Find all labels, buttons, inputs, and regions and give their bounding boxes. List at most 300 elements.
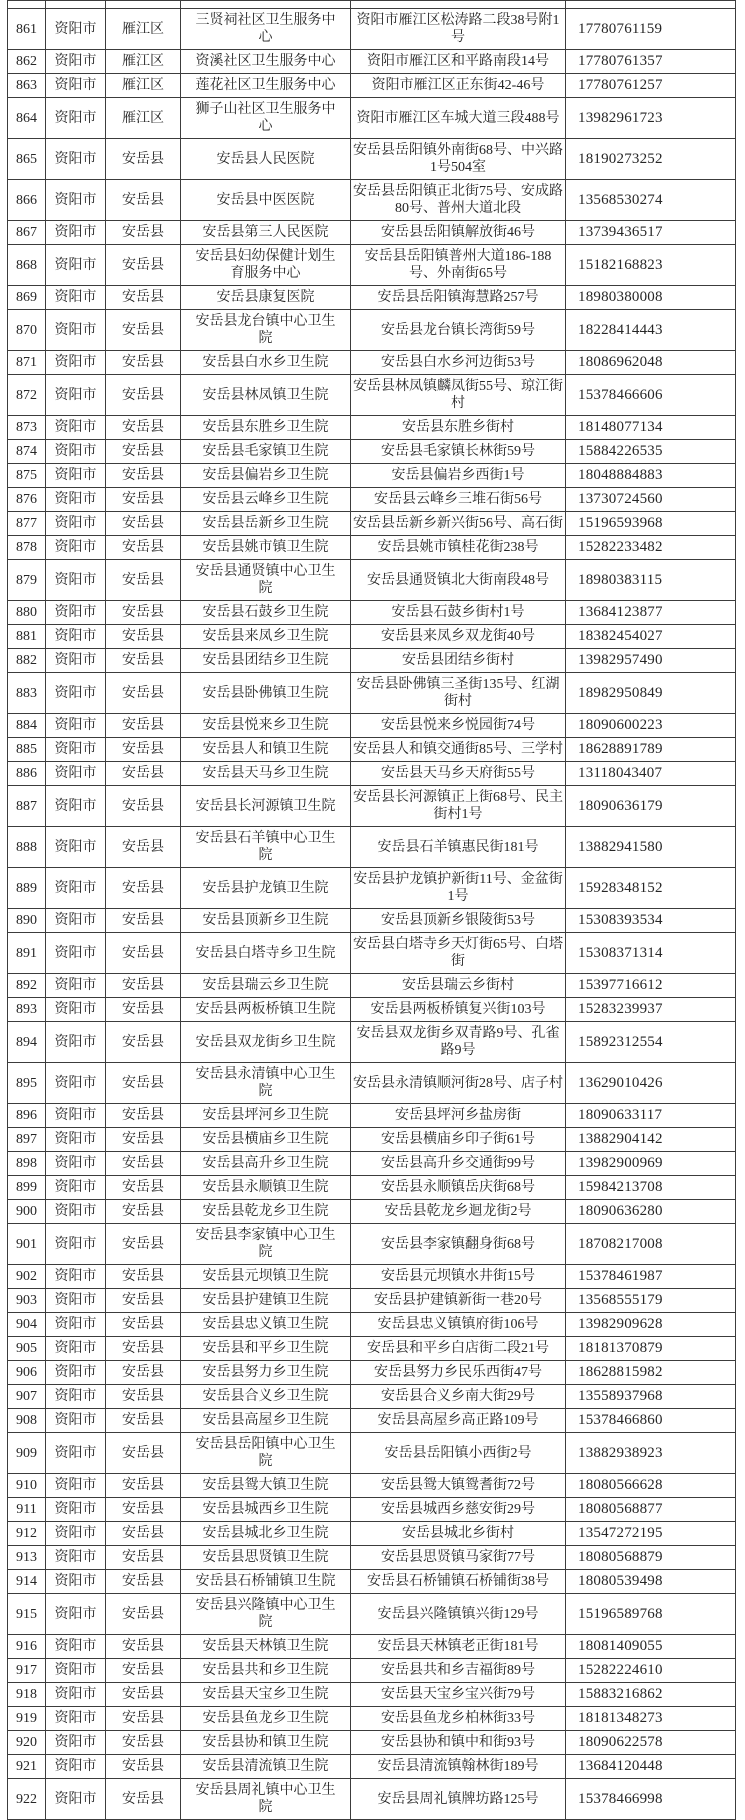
row-number-cell: 898 xyxy=(8,1152,46,1176)
facility-name-cell: 安岳县两板桥镇卫生院 xyxy=(181,998,351,1022)
row-number-cell: 882 xyxy=(8,649,46,673)
health-facility-table-body xyxy=(8,1,736,1820)
table-row xyxy=(8,1265,736,1289)
facility-name-cell: 安岳县永清镇中心卫生院 xyxy=(181,1063,351,1104)
facility-name-cell: 安岳县协和镇卫生院 xyxy=(181,1731,351,1755)
city-cell: 资阳市 xyxy=(46,310,106,351)
row-number-cell: 921 xyxy=(8,1755,46,1779)
table-row xyxy=(8,827,736,868)
district-cell: 安岳县 xyxy=(106,286,181,310)
facility-name-cell: 安岳县坪河乡卫生院 xyxy=(181,1104,351,1128)
address-cell: 安岳县岳阳镇解放街46号 xyxy=(351,221,566,245)
city-cell: 资阳市 xyxy=(46,180,106,221)
facility-name-cell: 安岳县思贤镇卫生院 xyxy=(181,1546,351,1570)
address-cell: 安岳县鱼龙乡柏林街33号 xyxy=(351,1707,566,1731)
city-cell: 资阳市 xyxy=(46,1635,106,1659)
address-cell: 安岳县白塔寺乡天灯街65号、白塔街 xyxy=(351,933,566,974)
district-cell: 安岳县 xyxy=(106,998,181,1022)
table-row xyxy=(8,1063,736,1104)
city-cell: 资阳市 xyxy=(46,1570,106,1594)
city-cell: 资阳市 xyxy=(46,286,106,310)
table-row xyxy=(8,1498,736,1522)
district-cell: 安岳县 xyxy=(106,1594,181,1635)
city-cell: 资阳市 xyxy=(46,9,106,50)
row-number-cell: 891 xyxy=(8,933,46,974)
table-row xyxy=(8,1659,736,1683)
table-row xyxy=(8,1361,736,1385)
district-cell: 安岳县 xyxy=(106,1313,181,1337)
city-cell: 资阳市 xyxy=(46,933,106,974)
table-row xyxy=(8,762,736,786)
phone-cell: 18090633117 xyxy=(566,1104,736,1128)
district-cell: 安岳县 xyxy=(106,1659,181,1683)
facility-name-cell: 三贤祠社区卫生服务中心 xyxy=(181,9,351,50)
row-number-cell: 866 xyxy=(8,180,46,221)
facility-name-cell: 安岳县龙台镇中心卫生院 xyxy=(181,310,351,351)
address-cell: 安岳县天宝乡宝兴街79号 xyxy=(351,1683,566,1707)
address-cell: 安岳县岳新乡新兴街56号、高石街 xyxy=(351,512,566,536)
city-cell: 资阳市 xyxy=(46,1104,106,1128)
table-row xyxy=(8,98,736,139)
phone-cell: 18090622578 xyxy=(566,1731,736,1755)
facility-name-cell: 安岳县护龙镇卫生院 xyxy=(181,868,351,909)
phone-cell: 15308371314 xyxy=(566,933,736,974)
address-cell: 安岳县双龙街乡双青路9号、孔雀路9号 xyxy=(351,1022,566,1063)
city-cell: 资阳市 xyxy=(46,974,106,998)
facility-name-cell: 安岳县姚市镇卫生院 xyxy=(181,536,351,560)
table-row xyxy=(8,375,736,416)
table-row xyxy=(8,9,736,50)
facility-name-cell: 安岳县双龙街乡卫生院 xyxy=(181,1022,351,1063)
address-cell: 安岳县协和镇中和街93号 xyxy=(351,1731,566,1755)
address-cell: 安岳县坪河乡盐房街 xyxy=(351,1104,566,1128)
table-row xyxy=(8,139,736,180)
phone-cell: 18081409055 xyxy=(566,1635,736,1659)
phone-cell: 15282233482 xyxy=(566,536,736,560)
row-number-cell: 900 xyxy=(8,1200,46,1224)
phone-cell: 18382454027 xyxy=(566,625,736,649)
city-cell: 资阳市 xyxy=(46,139,106,180)
table-row xyxy=(8,1152,736,1176)
city-cell: 资阳市 xyxy=(46,1200,106,1224)
address-cell: 安岳县云峰乡三堆石街56号 xyxy=(351,488,566,512)
city-cell: 资阳市 xyxy=(46,1498,106,1522)
city-cell: 资阳市 xyxy=(46,649,106,673)
facility-name-cell: 安岳县周礼镇中心卫生院 xyxy=(181,1779,351,1820)
address-cell: 资阳市雁江区和平路南段14号 xyxy=(351,50,566,74)
table-row xyxy=(8,1104,736,1128)
clipped-top-row xyxy=(8,1,736,9)
city-cell: 资阳市 xyxy=(46,1128,106,1152)
city-cell: 资阳市 xyxy=(46,827,106,868)
row-number-cell: 888 xyxy=(8,827,46,868)
row-number-cell: 883 xyxy=(8,673,46,714)
address-cell: 安岳县城北乡街村 xyxy=(351,1522,566,1546)
table-row xyxy=(8,1128,736,1152)
city-cell: 资阳市 xyxy=(46,98,106,139)
phone-cell: 18086962048 xyxy=(566,351,736,375)
row-number-cell: 897 xyxy=(8,1128,46,1152)
phone-cell: 18090600223 xyxy=(566,714,736,738)
table-row xyxy=(8,1433,736,1474)
table-row xyxy=(8,1522,736,1546)
row-number-cell: 896 xyxy=(8,1104,46,1128)
facility-name-cell: 安岳县元坝镇卫生院 xyxy=(181,1265,351,1289)
city-cell: 资阳市 xyxy=(46,488,106,512)
district-cell: 安岳县 xyxy=(106,1128,181,1152)
row-number-cell: 872 xyxy=(8,375,46,416)
district-cell: 安岳县 xyxy=(106,1289,181,1313)
table-row xyxy=(8,998,736,1022)
phone-cell: 13118043407 xyxy=(566,762,736,786)
facility-name-cell: 资溪社区卫生服务中心 xyxy=(181,50,351,74)
facility-name-cell: 莲花社区卫生服务中心 xyxy=(181,74,351,98)
city-cell: 资阳市 xyxy=(46,1546,106,1570)
address-cell: 安岳县东胜乡街村 xyxy=(351,416,566,440)
row-number-cell: 893 xyxy=(8,998,46,1022)
district-cell: 安岳县 xyxy=(106,738,181,762)
row-number-cell: 895 xyxy=(8,1063,46,1104)
district-cell: 雁江区 xyxy=(106,74,181,98)
table-row xyxy=(8,50,736,74)
phone-cell: 13982900969 xyxy=(566,1152,736,1176)
address-cell: 安岳县人和镇交通街85号、三学村 xyxy=(351,738,566,762)
address-cell: 安岳县悦来乡悦园街74号 xyxy=(351,714,566,738)
table-row xyxy=(8,1337,736,1361)
district-cell: 安岳县 xyxy=(106,310,181,351)
district-cell: 安岳县 xyxy=(106,1337,181,1361)
row-number-cell: 880 xyxy=(8,601,46,625)
facility-name-cell: 安岳县白塔寺乡卫生院 xyxy=(181,933,351,974)
address-cell: 安岳县周礼镇牌坊路125号 xyxy=(351,1779,566,1820)
address-cell: 安岳县李家镇翻身街68号 xyxy=(351,1224,566,1265)
district-cell: 安岳县 xyxy=(106,1265,181,1289)
phone-cell: 15378466998 xyxy=(566,1779,736,1820)
city-cell: 资阳市 xyxy=(46,868,106,909)
address-cell: 安岳县天马乡天府街55号 xyxy=(351,762,566,786)
district-cell: 安岳县 xyxy=(106,1731,181,1755)
facility-name-cell: 安岳县鱼龙乡卫生院 xyxy=(181,1707,351,1731)
address-cell: 安岳县顶新乡银陵街53号 xyxy=(351,909,566,933)
city-cell: 资阳市 xyxy=(46,1224,106,1265)
district-cell: 安岳县 xyxy=(106,762,181,786)
address-cell: 安岳县团结乡街村 xyxy=(351,649,566,673)
district-cell: 安岳县 xyxy=(106,714,181,738)
city-cell: 资阳市 xyxy=(46,464,106,488)
phone-cell: 15282224610 xyxy=(566,1659,736,1683)
row-number-cell: 881 xyxy=(8,625,46,649)
row-number-cell: 869 xyxy=(8,286,46,310)
table-row xyxy=(8,625,736,649)
phone-cell: 18181348273 xyxy=(566,1707,736,1731)
table-row xyxy=(8,1022,736,1063)
table-row xyxy=(8,738,736,762)
phone-cell: 15378466606 xyxy=(566,375,736,416)
facility-name-cell: 安岳县鸳大镇卫生院 xyxy=(181,1474,351,1498)
district-cell: 安岳县 xyxy=(106,560,181,601)
facility-name-cell: 安岳县共和乡卫生院 xyxy=(181,1659,351,1683)
phone-cell: 17780761257 xyxy=(566,74,736,98)
table-row xyxy=(8,464,736,488)
facility-name-cell: 安岳县第三人民医院 xyxy=(181,221,351,245)
district-cell: 安岳县 xyxy=(106,1522,181,1546)
facility-name-cell: 安岳县天林镇卫生院 xyxy=(181,1635,351,1659)
district-cell: 安岳县 xyxy=(106,180,181,221)
row-number-cell: 890 xyxy=(8,909,46,933)
row-number-cell: 892 xyxy=(8,974,46,998)
row-number-cell: 909 xyxy=(8,1433,46,1474)
phone-cell: 18982950849 xyxy=(566,673,736,714)
address-cell: 安岳县天林镇老正街181号 xyxy=(351,1635,566,1659)
phone-cell: 15308393534 xyxy=(566,909,736,933)
phone-cell: 13882938923 xyxy=(566,1433,736,1474)
row-number-cell: 878 xyxy=(8,536,46,560)
row-number-cell: 903 xyxy=(8,1289,46,1313)
phone-cell: 18080568877 xyxy=(566,1498,736,1522)
phone-cell: 13882941580 xyxy=(566,827,736,868)
facility-name-cell: 安岳县永顺镇卫生院 xyxy=(181,1176,351,1200)
row-number-cell: 875 xyxy=(8,464,46,488)
phone-cell: 15378461987 xyxy=(566,1265,736,1289)
phone-cell: 15196589768 xyxy=(566,1594,736,1635)
table-row xyxy=(8,488,736,512)
facility-name-cell: 安岳县白水乡卫生院 xyxy=(181,351,351,375)
row-number-cell: 906 xyxy=(8,1361,46,1385)
district-cell: 安岳县 xyxy=(106,1022,181,1063)
table-row xyxy=(8,673,736,714)
city-cell: 资阳市 xyxy=(46,1409,106,1433)
city-cell: 资阳市 xyxy=(46,909,106,933)
city-cell: 资阳市 xyxy=(46,1289,106,1313)
facility-name-cell: 安岳县乾龙乡卫生院 xyxy=(181,1200,351,1224)
address-cell: 资阳市雁江区正东街42-46号 xyxy=(351,74,566,98)
district-cell: 安岳县 xyxy=(106,1779,181,1820)
city-cell: 资阳市 xyxy=(46,1022,106,1063)
row-number-cell: 863 xyxy=(8,74,46,98)
district-cell: 安岳县 xyxy=(106,601,181,625)
phone-cell: 15378466860 xyxy=(566,1409,736,1433)
district-cell: 雁江区 xyxy=(106,98,181,139)
facility-name-cell: 安岳县高升乡卫生院 xyxy=(181,1152,351,1176)
row-number-cell: 904 xyxy=(8,1313,46,1337)
facility-name-cell: 安岳县毛家镇卫生院 xyxy=(181,440,351,464)
row-number-cell: 884 xyxy=(8,714,46,738)
address-cell: 安岳县永清镇顺河街28号、店子村 xyxy=(351,1063,566,1104)
city-cell: 资阳市 xyxy=(46,1731,106,1755)
facility-name-cell: 安岳县石桥铺镇卫生院 xyxy=(181,1570,351,1594)
address-cell: 安岳县和平乡白店街二段21号 xyxy=(351,1337,566,1361)
row-number-cell: 907 xyxy=(8,1385,46,1409)
row-number-cell: 871 xyxy=(8,351,46,375)
facility-name-cell: 安岳县石鼓乡卫生院 xyxy=(181,601,351,625)
phone-cell: 15883216862 xyxy=(566,1683,736,1707)
facility-name-cell: 安岳县天宝乡卫生院 xyxy=(181,1683,351,1707)
table-row xyxy=(8,868,736,909)
phone-cell: 15928348152 xyxy=(566,868,736,909)
district-cell: 安岳县 xyxy=(106,1063,181,1104)
phone-cell: 18708217008 xyxy=(566,1224,736,1265)
table-row xyxy=(8,351,736,375)
phone-cell: 18190273252 xyxy=(566,139,736,180)
facility-name-cell: 安岳县顶新乡卫生院 xyxy=(181,909,351,933)
address-cell: 安岳县高屋乡高正路109号 xyxy=(351,1409,566,1433)
address-cell: 安岳县岳阳镇外南街68号、中兴路1号504室 xyxy=(351,139,566,180)
address-cell: 安岳县石桥铺镇石桥铺街38号 xyxy=(351,1570,566,1594)
phone-cell: 13629010426 xyxy=(566,1063,736,1104)
facility-name-cell: 安岳县清流镇卫生院 xyxy=(181,1755,351,1779)
facility-name-cell: 安岳县长河源镇卫生院 xyxy=(181,786,351,827)
district-cell: 安岳县 xyxy=(106,1409,181,1433)
table-row xyxy=(8,974,736,998)
address-cell: 安岳县护建镇新街一巷20号 xyxy=(351,1289,566,1313)
table-row xyxy=(8,714,736,738)
phone-cell: 15397716612 xyxy=(566,974,736,998)
facility-name-cell: 安岳县天马乡卫生院 xyxy=(181,762,351,786)
table-row xyxy=(8,786,736,827)
district-cell: 安岳县 xyxy=(106,1635,181,1659)
table-row xyxy=(8,1779,736,1820)
address-cell: 安岳县姚市镇桂花街238号 xyxy=(351,536,566,560)
facility-name-cell: 安岳县城北乡卫生院 xyxy=(181,1522,351,1546)
city-cell: 资阳市 xyxy=(46,714,106,738)
table-row xyxy=(8,649,736,673)
table-row xyxy=(8,1707,736,1731)
district-cell: 安岳县 xyxy=(106,512,181,536)
phone-cell: 17780761159 xyxy=(566,9,736,50)
phone-cell: 15892312554 xyxy=(566,1022,736,1063)
city-cell: 资阳市 xyxy=(46,1433,106,1474)
row-number-cell: 917 xyxy=(8,1659,46,1683)
district-cell: 安岳县 xyxy=(106,1176,181,1200)
facility-name-cell: 安岳县合义乡卫生院 xyxy=(181,1385,351,1409)
table-row xyxy=(8,1731,736,1755)
facility-name-cell: 安岳县人民医院 xyxy=(181,139,351,180)
district-cell: 安岳县 xyxy=(106,1385,181,1409)
table-row xyxy=(8,560,736,601)
table-row xyxy=(8,1224,736,1265)
phone-cell: 18080539498 xyxy=(566,1570,736,1594)
city-cell: 资阳市 xyxy=(46,1755,106,1779)
facility-name-cell: 安岳县卧佛镇卫生院 xyxy=(181,673,351,714)
facility-name-cell: 安岳县高屋乡卫生院 xyxy=(181,1409,351,1433)
table-row xyxy=(8,74,736,98)
table-row xyxy=(8,180,736,221)
facility-name-cell: 安岳县和平乡卫生院 xyxy=(181,1337,351,1361)
row-number-cell: 901 xyxy=(8,1224,46,1265)
facility-name-cell: 安岳县人和镇卫生院 xyxy=(181,738,351,762)
district-cell: 安岳县 xyxy=(106,1474,181,1498)
phone-cell: 18080566628 xyxy=(566,1474,736,1498)
facility-name-cell: 安岳县团结乡卫生院 xyxy=(181,649,351,673)
phone-cell: 13558937968 xyxy=(566,1385,736,1409)
facility-name-cell: 安岳县忠义镇卫生院 xyxy=(181,1313,351,1337)
row-number-cell: 873 xyxy=(8,416,46,440)
row-number-cell: 910 xyxy=(8,1474,46,1498)
district-cell: 安岳县 xyxy=(106,1200,181,1224)
address-cell: 安岳县永顺镇岳庆街68号 xyxy=(351,1176,566,1200)
district-cell: 安岳县 xyxy=(106,1707,181,1731)
row-number-cell: 889 xyxy=(8,868,46,909)
city-cell: 资阳市 xyxy=(46,1265,106,1289)
city-cell: 资阳市 xyxy=(46,1522,106,1546)
phone-cell: 18628891789 xyxy=(566,738,736,762)
phone-cell: 13684120448 xyxy=(566,1755,736,1779)
district-cell: 安岳县 xyxy=(106,221,181,245)
row-number-cell: 885 xyxy=(8,738,46,762)
address-cell: 安岳县石羊镇惠民街181号 xyxy=(351,827,566,868)
address-cell: 安岳县岳阳镇小西街2号 xyxy=(351,1433,566,1474)
row-number-cell: 877 xyxy=(8,512,46,536)
row-number-cell: 912 xyxy=(8,1522,46,1546)
address-cell: 安岳县努力乡民乐西街47号 xyxy=(351,1361,566,1385)
district-cell: 安岳县 xyxy=(106,1755,181,1779)
city-cell: 资阳市 xyxy=(46,1152,106,1176)
facility-name-cell: 安岳县悦来乡卫生院 xyxy=(181,714,351,738)
phone-cell: 15283239937 xyxy=(566,998,736,1022)
phone-cell: 13730724560 xyxy=(566,488,736,512)
row-number-cell: 861 xyxy=(8,9,46,50)
address-cell: 安岳县林凤镇麟凤街55号、琼江街村 xyxy=(351,375,566,416)
table-row xyxy=(8,1570,736,1594)
district-cell: 安岳县 xyxy=(106,1152,181,1176)
table-row xyxy=(8,909,736,933)
address-cell: 安岳县通贤镇北大街南段48号 xyxy=(351,560,566,601)
district-cell: 安岳县 xyxy=(106,1498,181,1522)
row-number-cell: 874 xyxy=(8,440,46,464)
row-number-cell: 867 xyxy=(8,221,46,245)
clipped-cell xyxy=(8,1,46,9)
address-cell: 安岳县卧佛镇三圣街135号、红湖街村 xyxy=(351,673,566,714)
row-number-cell: 919 xyxy=(8,1707,46,1731)
row-number-cell: 905 xyxy=(8,1337,46,1361)
district-cell: 安岳县 xyxy=(106,139,181,180)
table-row xyxy=(8,1176,736,1200)
facility-name-cell: 安岳县中医医院 xyxy=(181,180,351,221)
facility-name-cell: 安岳县林凤镇卫生院 xyxy=(181,375,351,416)
city-cell: 资阳市 xyxy=(46,786,106,827)
district-cell: 安岳县 xyxy=(106,536,181,560)
address-cell: 安岳县岳阳镇普州大道186-188号、外南街65号 xyxy=(351,245,566,286)
phone-cell: 13882904142 xyxy=(566,1128,736,1152)
table-row xyxy=(8,1289,736,1313)
facility-name-cell: 安岳县来凤乡卫生院 xyxy=(181,625,351,649)
table-row xyxy=(8,512,736,536)
facility-name-cell: 安岳县岳新乡卫生院 xyxy=(181,512,351,536)
row-number-cell: 876 xyxy=(8,488,46,512)
district-cell: 安岳县 xyxy=(106,868,181,909)
city-cell: 资阳市 xyxy=(46,512,106,536)
row-number-cell: 914 xyxy=(8,1570,46,1594)
address-cell: 安岳县长河源镇正上街68号、民主街村1号 xyxy=(351,786,566,827)
phone-cell: 13568555179 xyxy=(566,1289,736,1313)
city-cell: 资阳市 xyxy=(46,536,106,560)
table-row xyxy=(8,416,736,440)
district-cell: 安岳县 xyxy=(106,673,181,714)
city-cell: 资阳市 xyxy=(46,998,106,1022)
phone-cell: 18080568879 xyxy=(566,1546,736,1570)
row-number-cell: 902 xyxy=(8,1265,46,1289)
row-number-cell: 922 xyxy=(8,1779,46,1820)
phone-cell: 13982961723 xyxy=(566,98,736,139)
phone-cell: 13739436517 xyxy=(566,221,736,245)
city-cell: 资阳市 xyxy=(46,1176,106,1200)
address-cell: 安岳县瑞云乡街村 xyxy=(351,974,566,998)
phone-cell: 18090636280 xyxy=(566,1200,736,1224)
facility-name-cell: 安岳县护建镇卫生院 xyxy=(181,1289,351,1313)
city-cell: 资阳市 xyxy=(46,50,106,74)
health-facility-table xyxy=(7,0,736,1820)
facility-name-cell: 安岳县瑞云乡卫生院 xyxy=(181,974,351,998)
